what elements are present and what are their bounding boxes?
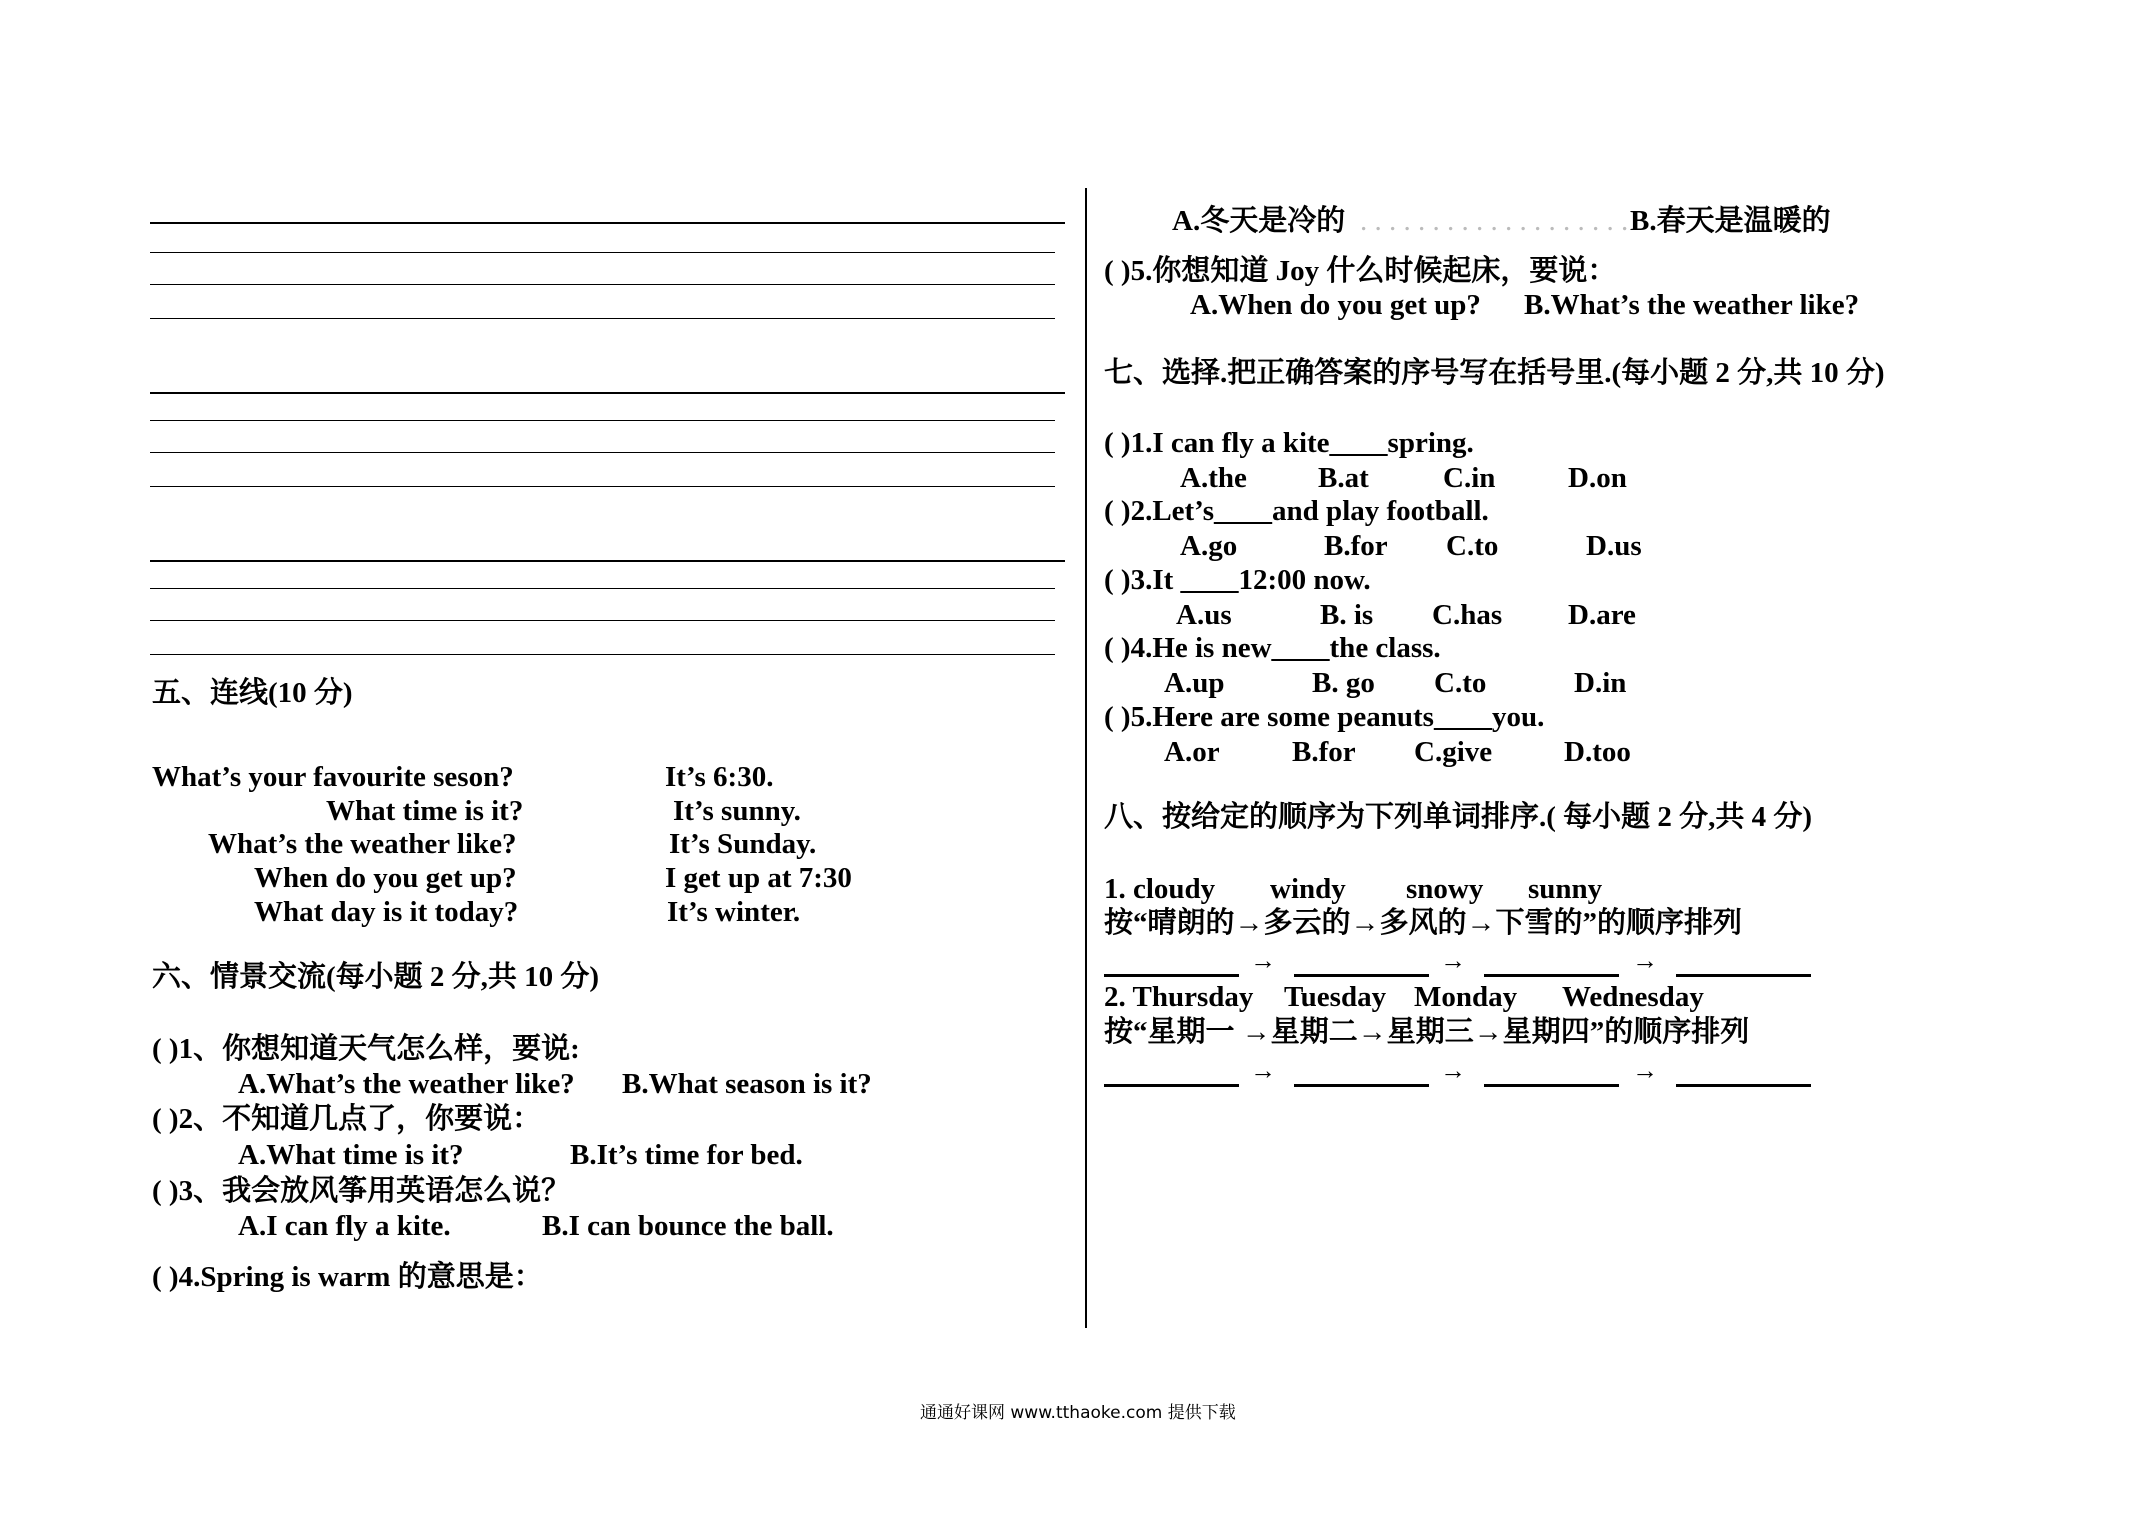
option-b: B.I can bounce the ball.: [542, 1210, 834, 1242]
answer-blank[interactable]: [1676, 974, 1811, 977]
option: A.or: [1164, 736, 1220, 768]
writing-line: [150, 420, 1055, 421]
option: B. go: [1312, 667, 1375, 699]
answer-blank[interactable]: [1484, 1084, 1619, 1087]
writing-line: [150, 222, 1065, 224]
order-instruction: 按“晴朗的→多云的→多风的→下雪的”的顺序排列: [1104, 907, 1743, 939]
writing-line: [150, 252, 1055, 253]
option: C.give: [1414, 736, 1493, 768]
question-prompt: ( )2、不知道几点了，你要说：: [152, 1103, 542, 1135]
arrow-icon: →: [1632, 1056, 1658, 1085]
answer-blank[interactable]: [1104, 974, 1239, 977]
option-a: A.When do you get up?: [1190, 289, 1481, 321]
match-question: What time is it?: [326, 795, 524, 827]
question-prompt: ( )3、我会放风筝用英语怎么说？: [152, 1175, 571, 1207]
arrow-icon: →: [1440, 946, 1466, 975]
match-answer: It’s sunny.: [673, 795, 801, 827]
question-stem: ( )1.I can fly a kite____spring.: [1104, 427, 1474, 459]
option-b: B.春天是温暖的: [1630, 205, 1831, 237]
word: Monday: [1414, 981, 1518, 1013]
section6-title: 六、情景交流(每小题 2 分,共 10 分): [152, 961, 600, 993]
option: B.at: [1318, 462, 1369, 494]
match-answer: I get up at 7:30: [665, 862, 852, 894]
match-question: When do you get up?: [254, 862, 517, 894]
footer-text: 通通好课网 www.tthaoke.com 提供下载: [920, 1403, 1236, 1423]
option-b: B.What’s the weather like?: [1524, 289, 1860, 321]
writing-line: [150, 588, 1055, 589]
option: D.on: [1568, 462, 1627, 494]
question-prompt: ( )5.你想知道 Joy 什么时候起床，要说：: [1104, 255, 1617, 287]
option-b: B.It’s time for bed.: [570, 1139, 803, 1171]
question-stem: ( )5.Here are some peanuts____you.: [1104, 701, 1545, 733]
answer-blank[interactable]: [1294, 974, 1429, 977]
question-stem: ( )4.He is new____the class.: [1104, 632, 1441, 664]
match-question: What’s the weather like?: [208, 828, 517, 860]
option-a: A.I can fly a kite.: [238, 1210, 451, 1242]
answer-blank[interactable]: [1104, 1084, 1239, 1087]
word: snowy: [1406, 873, 1484, 905]
option: C.to: [1446, 530, 1499, 562]
question-stem: ( )3.It ____12:00 now.: [1104, 564, 1371, 596]
option: D.too: [1564, 736, 1631, 768]
section7-title: 七、选择.把正确答案的序号写在括号里.(每小题 2 分,共 10 分): [1104, 357, 1885, 389]
word: 1. cloudy: [1104, 873, 1216, 905]
option: A.go: [1180, 530, 1238, 562]
option-b: B.What season is it?: [622, 1068, 872, 1100]
arrow-icon: →: [1250, 1056, 1276, 1085]
column-divider: [1085, 188, 1087, 1328]
option: C.in: [1443, 462, 1496, 494]
option: D.in: [1574, 667, 1627, 699]
answer-blank[interactable]: [1294, 1084, 1429, 1087]
word: Tuesday: [1284, 981, 1387, 1013]
section5-title: 五、连线(10 分): [152, 677, 353, 709]
option-a: A.What’s the weather like?: [238, 1068, 575, 1100]
option: B.for: [1324, 530, 1388, 562]
option: C.has: [1432, 599, 1503, 631]
option: A.the: [1180, 462, 1247, 494]
writing-line: [150, 392, 1065, 394]
option-a: A.冬天是冷的: [1172, 205, 1346, 237]
match-question: What’s your favourite seson?: [152, 761, 514, 793]
option: B.for: [1292, 736, 1356, 768]
option: C.to: [1434, 667, 1487, 699]
match-answer: It’s 6:30.: [665, 761, 774, 793]
match-question: What day is it today?: [254, 896, 519, 928]
option: D.are: [1568, 599, 1636, 631]
word: sunny: [1528, 873, 1603, 905]
arrow-icon: →: [1440, 1056, 1466, 1085]
option: A.up: [1164, 667, 1225, 699]
writing-line: [150, 284, 1055, 285]
writing-line: [150, 560, 1065, 562]
writing-line: [150, 654, 1055, 655]
question-prompt: ( )4.Spring is warm 的意思是：: [152, 1261, 543, 1293]
question-stem: ( )2.Let’s____and play football.: [1104, 495, 1489, 527]
answer-blank[interactable]: [1676, 1084, 1811, 1087]
arrow-icon: →: [1250, 946, 1276, 975]
match-answer: It’s winter.: [667, 896, 801, 928]
question-prompt: ( )1、你想知道天气怎么样，要说:: [152, 1033, 580, 1065]
section8-title: 八、按给定的顺序为下列单词排序.( 每小题 2 分,共 4 分): [1104, 801, 1813, 833]
option: B. is: [1320, 599, 1374, 631]
word: 2. Thursday: [1104, 981, 1254, 1013]
dot-leader: . . . . . . . . . . . . . . . . . . .: [1360, 205, 1629, 237]
writing-line: [150, 452, 1055, 453]
arrow-icon: →: [1632, 946, 1658, 975]
word: windy: [1270, 873, 1346, 905]
answer-blank[interactable]: [1484, 974, 1619, 977]
option-a: A.What time is it?: [238, 1139, 464, 1171]
word: Wednesday: [1562, 981, 1704, 1013]
writing-line: [150, 620, 1055, 621]
writing-line: [150, 318, 1055, 319]
order-instruction: 按“星期一 →星期二→星期三→星期四”的顺序排列: [1104, 1016, 1750, 1048]
writing-line: [150, 486, 1055, 487]
option: A.us: [1176, 599, 1232, 631]
match-answer: It’s Sunday.: [669, 828, 817, 860]
option: D.us: [1586, 530, 1642, 562]
